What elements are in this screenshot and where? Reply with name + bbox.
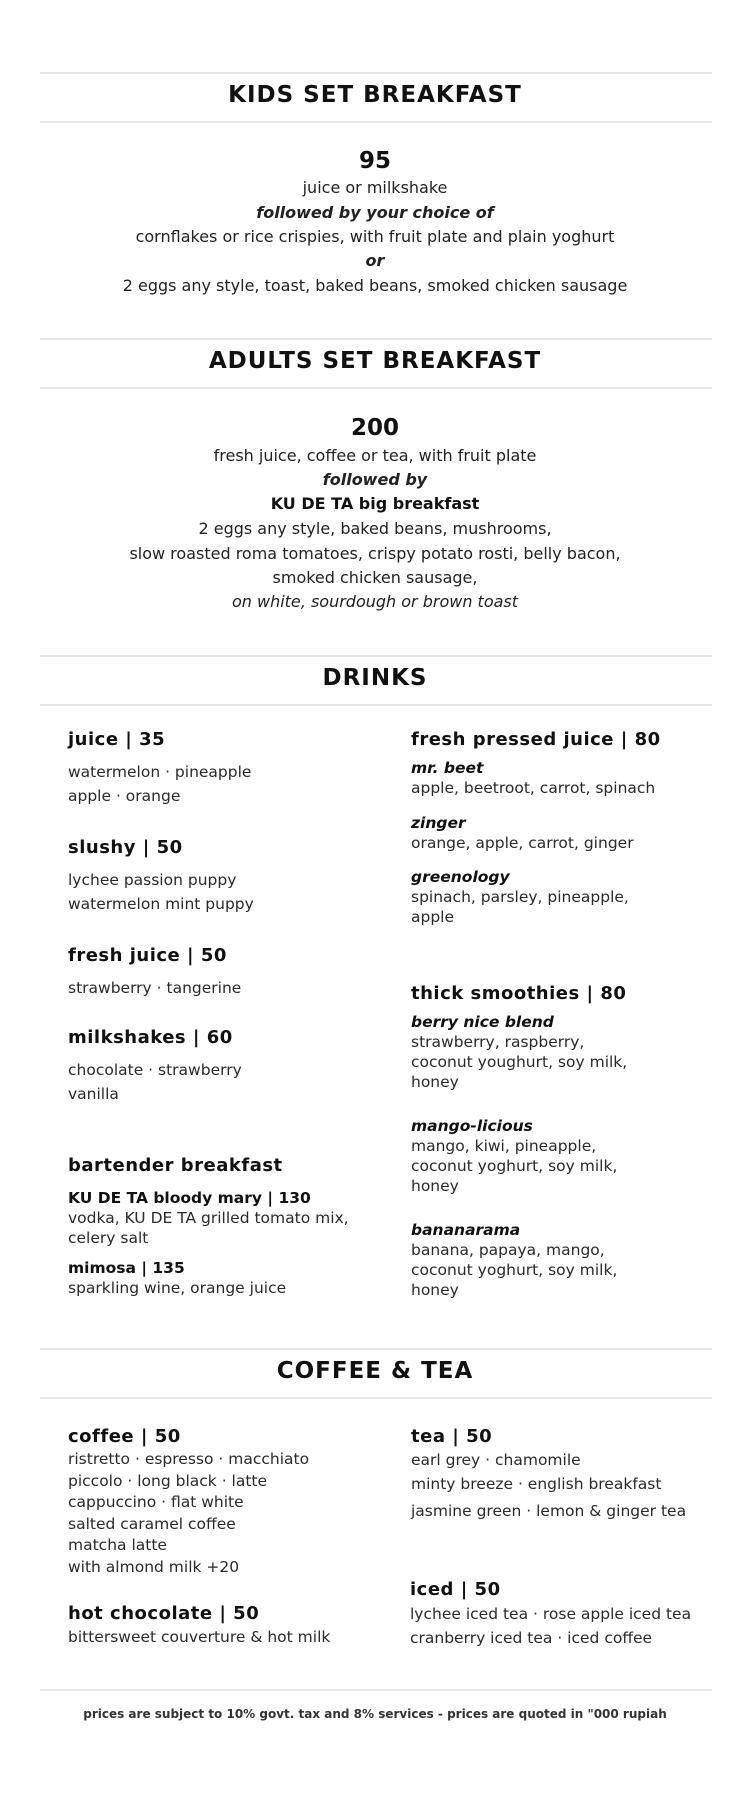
menu-line: banana, papaya, mango, [411,1241,605,1259]
menu-line: salted caramel coffee [68,1514,236,1533]
group-heading: iced | 50 [410,1579,501,1600]
menu-line: coconut youghurt, soy milk, [411,1053,628,1071]
menu-line: cornflakes or rice crispies, with fruit plate and plain yoghurt [135,227,615,246]
section-title: DRINKS [322,665,428,691]
group-heading: fresh juice | 50 [68,945,227,966]
bartender-breakfast-group [68,1154,349,1298]
menu-line: minty breeze · english breakfast [411,1475,662,1493]
item-name: mr. beet [411,759,484,777]
group-heading: juice | 35 [68,729,166,750]
menu-line: apple · orange [68,787,181,805]
menu-line: honey [411,1177,459,1195]
divider [40,387,712,389]
menu-line: juice or milkshake [302,178,448,197]
group-heading: hot chocolate | 50 [68,1603,260,1624]
item-name: mimosa | 135 [68,1259,185,1277]
menu-line: watermelon · pineapple [68,763,252,781]
thick-smoothies-group [411,982,627,1300]
menu-line: bittersweet couverture & hot milk [68,1628,331,1646]
group-heading: coffee | 50 [68,1426,181,1447]
menu-line: matcha latte [68,1536,167,1554]
group-heading: milkshakes | 60 [68,1027,233,1048]
menu-line: jasmine green · lemon & ginger tea [411,1502,687,1520]
menu-line: smoked chicken sausage, [272,568,478,587]
section-title: COFFEE & TEA [276,1358,474,1384]
item-name: bananarama [411,1221,521,1239]
price-note: prices are subject to 10% govt. tax and 8% services - prices are quoted in "000 rupiah [83,1707,667,1721]
menu-line: lychee passion puppy [68,871,237,889]
menu-line: 2 eggs any style, toast, baked beans, smoked chicken sausage [122,276,628,295]
divider [40,1348,712,1350]
menu-line: apple, beetroot, carrot, spinach [411,779,656,797]
adults-price: 200 [350,415,399,441]
hot-chocolate-group [68,1602,330,1648]
item-name: berry nice blend [411,1013,554,1031]
menu-line: earl grey · chamomile [411,1451,581,1469]
divider [40,1689,712,1691]
tea-group [411,1425,686,1525]
menu-line: followed by your choice of [256,203,494,222]
divider [40,338,712,340]
slushy-group [68,836,254,916]
fresh-pressed-juice-group [411,728,661,927]
menu-line: honey [411,1073,459,1091]
item-name: KU DE TA bloody mary | 130 [68,1189,311,1207]
menu-line: celery salt [68,1229,149,1247]
coffee-group [68,1425,309,1578]
menu-line: strawberry, raspberry, [411,1033,585,1051]
menu-line: watermelon mint puppy [68,895,254,913]
menu-line: vanilla [68,1085,119,1103]
menu-line: orange, apple, carrot, ginger [411,834,634,852]
menu-line: ristretto · espresso · macchiato [68,1450,310,1468]
section-title: KIDS SET BREAKFAST [228,82,522,108]
menu-line: with almond milk +20 [68,1557,240,1576]
menu-line: strawberry · tangerine [68,979,242,997]
juice-group [68,728,251,808]
group-heading: thick smoothies | 80 [411,983,627,1004]
menu-line: on white, sourdough or brown toast [231,592,519,611]
milkshakes-group [68,1026,242,1106]
group-heading: tea | 50 [411,1426,493,1447]
menu-line: mango, kiwi, pineapple, [411,1137,597,1155]
divider [40,655,712,657]
divider [40,121,712,123]
menu-line: spinach, parsley, pineapple, [411,888,629,906]
menu-line: KU DE TA big breakfast [270,494,480,513]
menu-line: cranberry iced tea · iced coffee [410,1629,653,1647]
menu-line: apple [411,908,455,926]
menu-line: followed by [322,470,428,489]
group-heading: bartender breakfast [68,1155,283,1176]
section-title: ADULTS SET BREAKFAST [208,348,542,374]
iced-group [410,1578,691,1650]
divider [40,1397,712,1399]
item-name: zinger [411,814,466,832]
menu-line: piccolo · long black · latte [68,1471,268,1490]
menu-line: honey [411,1281,459,1299]
item-name: mango-licious [411,1117,533,1135]
menu-line: cappuccino · flat white [68,1493,244,1511]
menu-line: sparkling wine, orange juice [68,1279,287,1297]
menu-line: chocolate · strawberry [68,1061,242,1079]
group-heading: fresh pressed juice | 80 [411,729,661,750]
menu-line: slow roasted roma tomatoes, crispy potato rosti, belly bacon, [129,544,621,563]
item-name: greenology [411,868,510,886]
menu-line: or [365,251,385,270]
menu-line: 2 eggs any style, baked beans, mushrooms, [198,519,552,538]
menu-line: fresh juice, coffee or tea, with fruit plate [213,446,537,465]
menu-line: vodka, KU DE TA grilled tomato mix, [68,1209,349,1227]
menu-line: coconut yoghurt, soy milk, [411,1157,618,1175]
divider [40,72,712,74]
divider [40,704,712,706]
group-heading: slushy | 50 [68,837,183,858]
menu-line: lychee iced tea · rose apple iced tea [410,1605,692,1623]
fresh-juice-group [68,944,241,1000]
menu-line: coconut yoghurt, soy milk, [411,1261,618,1279]
kids-price: 95 [358,148,391,174]
